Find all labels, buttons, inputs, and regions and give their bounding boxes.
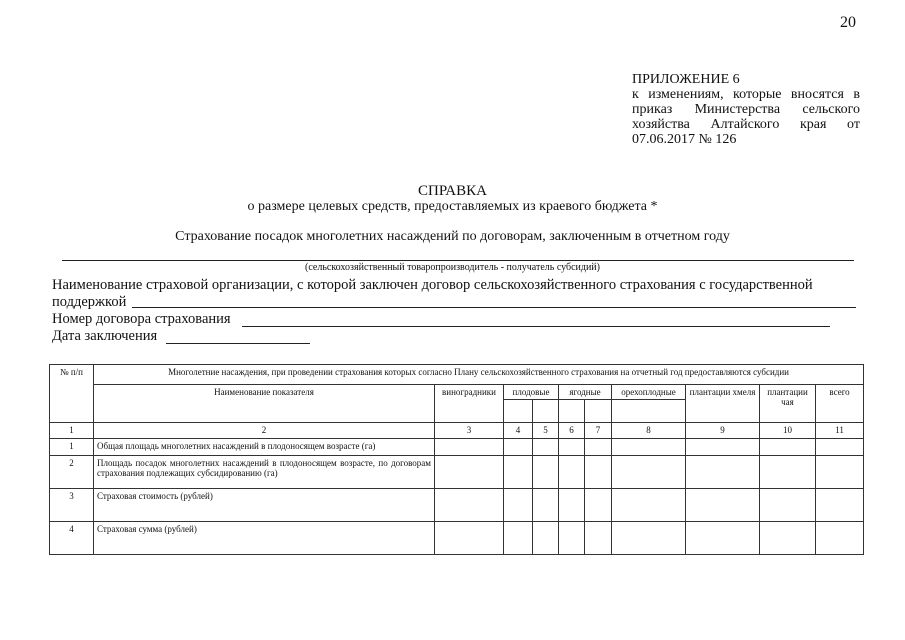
- document-title: СПРАВКА: [418, 183, 487, 199]
- data-cell[interactable]: [533, 456, 559, 489]
- data-cell[interactable]: [760, 522, 816, 555]
- contract-fill-line: [242, 326, 830, 327]
- data-cell[interactable]: [612, 489, 686, 522]
- col-number: 8: [612, 423, 686, 439]
- document-heading: Страхование посадок многолетних насаждений по договорам, заключенным в отчетном году: [175, 229, 730, 244]
- insurer-field: [52, 277, 862, 311]
- insurer-fill-line: [132, 307, 856, 308]
- appendix-block: [632, 72, 860, 147]
- data-cell[interactable]: [760, 489, 816, 522]
- col-number: 2: [94, 423, 435, 439]
- data-cell[interactable]: [760, 439, 816, 456]
- data-cell[interactable]: [504, 522, 533, 555]
- data-cell[interactable]: [612, 522, 686, 555]
- row-indicator: Страховая стоимость (рублей): [94, 489, 435, 522]
- table-row: [50, 439, 864, 456]
- data-cell[interactable]: [585, 489, 612, 522]
- header-row-number: № п/п: [50, 365, 94, 423]
- contract-number-field: [52, 311, 231, 328]
- data-cell[interactable]: [816, 489, 864, 522]
- header-fruit-sub-2: [533, 400, 559, 423]
- header-nut: орехоплодные: [612, 385, 686, 400]
- data-cell[interactable]: [559, 489, 585, 522]
- col-number: 9: [686, 423, 760, 439]
- subsidy-table: [49, 364, 864, 555]
- table-row: [50, 522, 864, 555]
- data-cell[interactable]: [585, 522, 612, 555]
- header-berry-sub-1: [559, 400, 585, 423]
- header-fruit-sub-1: [504, 400, 533, 423]
- data-cell[interactable]: [559, 439, 585, 456]
- data-cell[interactable]: [435, 489, 504, 522]
- contract-date-field: [52, 328, 157, 345]
- header-fruit: плодовые: [504, 385, 559, 400]
- data-cell[interactable]: [559, 456, 585, 489]
- data-cell[interactable]: [612, 456, 686, 489]
- header-indicator: Наименование показателя: [94, 385, 435, 423]
- row-number: 3: [50, 489, 94, 522]
- row-indicator: Страховая сумма (рублей): [94, 522, 435, 555]
- table-row: [50, 489, 864, 522]
- data-cell[interactable]: [686, 522, 760, 555]
- row-indicator: Общая площадь многолетних насаждений в плодоносящем возрасте (га): [94, 439, 435, 456]
- data-cell[interactable]: [686, 456, 760, 489]
- data-cell[interactable]: [760, 456, 816, 489]
- col-number: 4: [504, 423, 533, 439]
- header-vineyards: виноградники: [435, 385, 504, 423]
- data-cell[interactable]: [816, 439, 864, 456]
- header-hops: плантации хмеля: [686, 385, 760, 423]
- data-cell[interactable]: [504, 456, 533, 489]
- data-cell[interactable]: [559, 522, 585, 555]
- row-indicator: Площадь посадок многолетних насаждений в плодоносящем возрасте, по договорам страхования подлежащих субсидированию (га): [94, 456, 435, 489]
- header-total: всего: [816, 385, 864, 423]
- producer-caption: (сельскохозяйственный товаропроизводитель - получатель субсидий): [305, 262, 600, 273]
- data-cell[interactable]: [585, 456, 612, 489]
- row-number: 1: [50, 439, 94, 456]
- col-number: 1: [50, 423, 94, 439]
- data-cell[interactable]: [686, 439, 760, 456]
- header-nut-sub: [612, 400, 686, 423]
- header-group: Многолетние насаждения, при проведении страхования которых согласно Плану сельскохозяйственного страхования на отчетный год предоставляются субсидии: [94, 365, 864, 385]
- data-cell[interactable]: [504, 489, 533, 522]
- col-number: 7: [585, 423, 612, 439]
- contract-number-label: Номер договора страхования: [52, 311, 231, 327]
- date-fill-line: [166, 343, 310, 344]
- data-cell[interactable]: [816, 522, 864, 555]
- data-cell[interactable]: [533, 489, 559, 522]
- contract-date-label: Дата заключения: [52, 328, 158, 344]
- data-cell[interactable]: [504, 439, 533, 456]
- data-cell[interactable]: [686, 489, 760, 522]
- data-cell[interactable]: [585, 439, 612, 456]
- appendix-title: ПРИЛОЖЕНИЕ 6: [632, 72, 740, 87]
- col-number: 6: [559, 423, 585, 439]
- col-number: 3: [435, 423, 504, 439]
- data-cell[interactable]: [435, 522, 504, 555]
- col-number: 10: [760, 423, 816, 439]
- header-tea: плантации чая: [760, 385, 816, 423]
- col-number: 11: [816, 423, 864, 439]
- data-cell[interactable]: [435, 439, 504, 456]
- header-berry: ягодные: [559, 385, 612, 400]
- insurer-label: Наименование страховой организации, с которой заключен договор сельскохозяйственного страхования с государственной поддержкой: [52, 277, 813, 310]
- appendix-body: к изменениям, которые вносятся в приказ Министерства сельского хозяйства Алтайского края от 07.06.2017 № 126: [632, 87, 860, 147]
- row-number: 2: [50, 456, 94, 489]
- page-number: 20: [840, 14, 856, 31]
- producer-fill-line: [62, 260, 854, 261]
- row-number: 4: [50, 522, 94, 555]
- header-berry-sub-2: [585, 400, 612, 423]
- data-cell[interactable]: [816, 456, 864, 489]
- col-number: 5: [533, 423, 559, 439]
- document-subtitle: о размере целевых средств, предоставляемых из краевого бюджета *: [247, 199, 658, 214]
- data-cell[interactable]: [533, 522, 559, 555]
- data-cell[interactable]: [533, 439, 559, 456]
- data-cell[interactable]: [435, 456, 504, 489]
- data-cell[interactable]: [612, 439, 686, 456]
- table-row: [50, 456, 864, 489]
